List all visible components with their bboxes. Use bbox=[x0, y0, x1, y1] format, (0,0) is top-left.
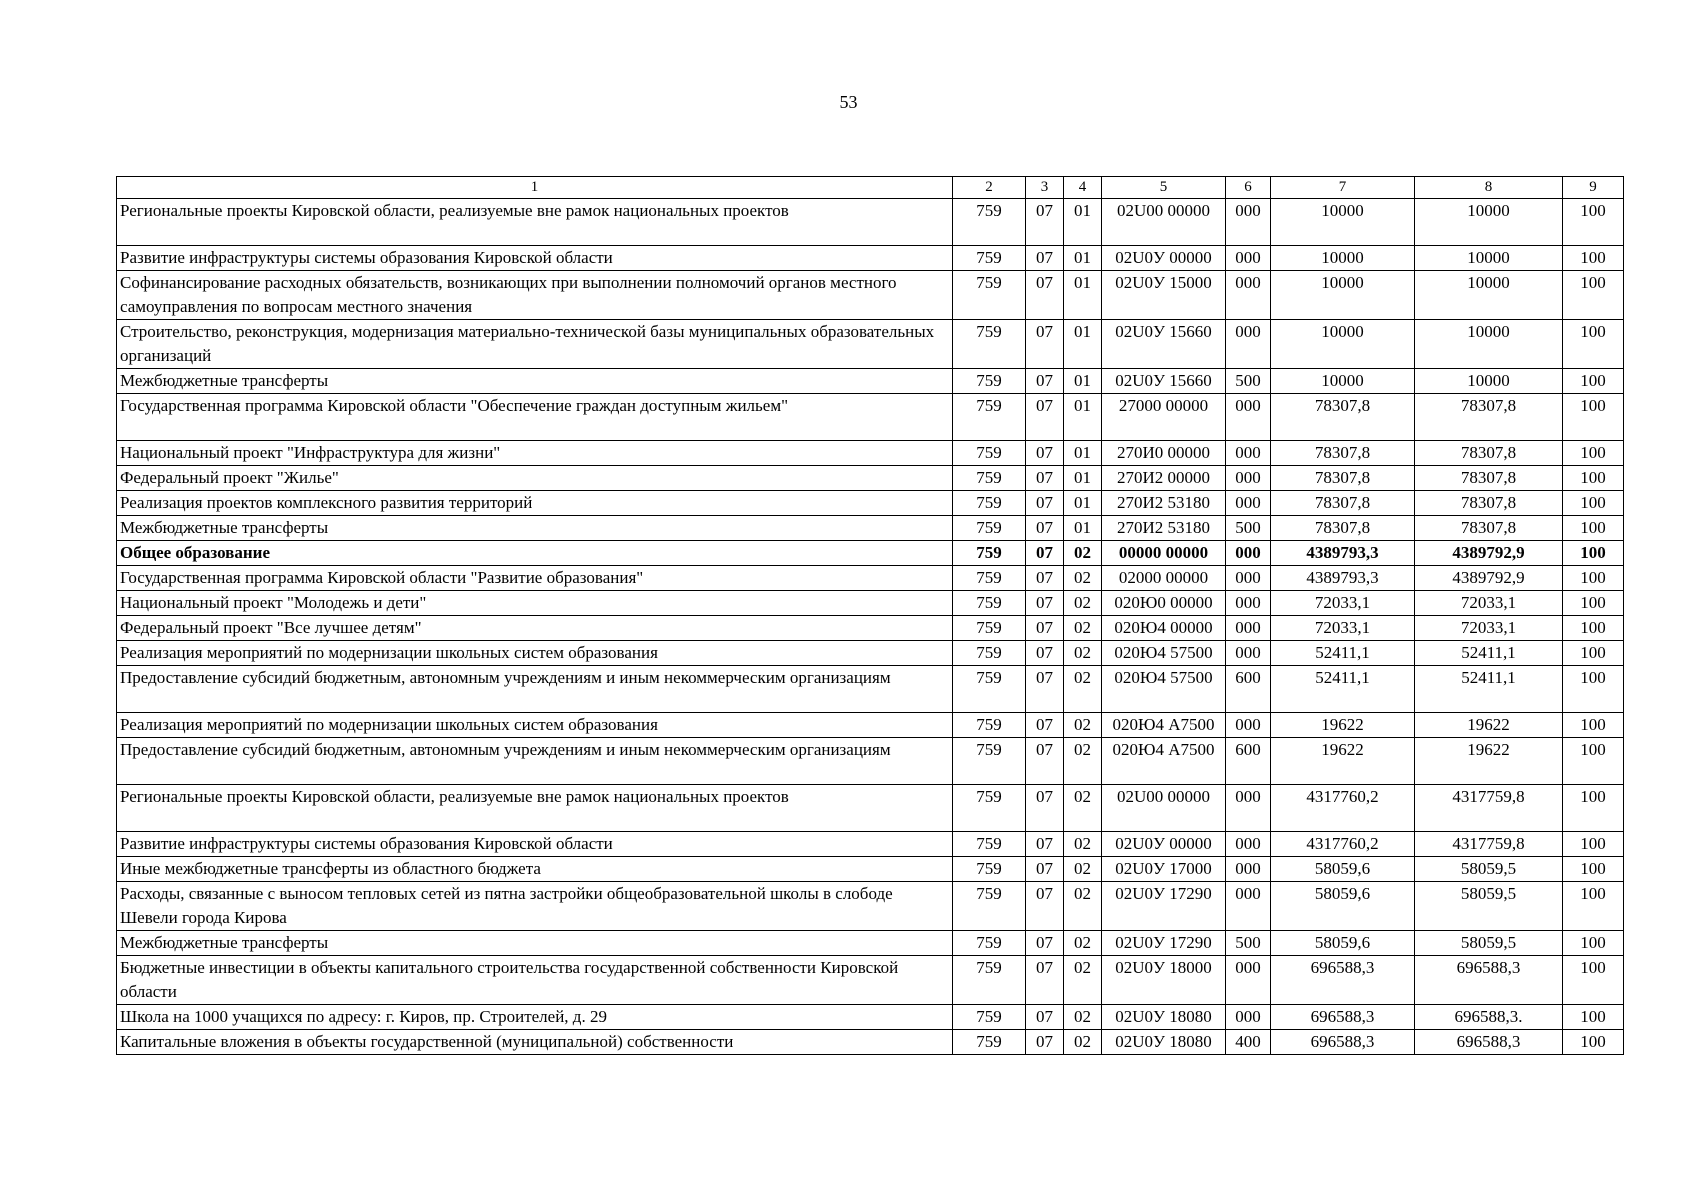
amount-executed-cell: 4317759,8 bbox=[1415, 785, 1563, 832]
amount-executed-cell: 58059,5 bbox=[1415, 931, 1563, 956]
amount-planned-cell: 72033,1 bbox=[1271, 591, 1415, 616]
item-name-cell: Реализация мероприятий по модернизации школьных систем образования bbox=[117, 641, 953, 666]
amount-planned-cell: 52411,1 bbox=[1271, 666, 1415, 713]
code-target-cell: 270И2 53180 bbox=[1102, 491, 1226, 516]
table-row bbox=[117, 616, 1624, 641]
table-row bbox=[117, 1030, 1624, 1055]
budget-table bbox=[116, 176, 1624, 1055]
amount-planned-cell: 19622 bbox=[1271, 713, 1415, 738]
item-name-cell: Межбюджетные трансферты bbox=[117, 369, 953, 394]
table-row bbox=[117, 246, 1624, 271]
code-target-cell: 00000 00000 bbox=[1102, 541, 1226, 566]
item-name-cell: Общее образование bbox=[117, 541, 953, 566]
column-header: 9 bbox=[1563, 177, 1624, 199]
table-row bbox=[117, 541, 1624, 566]
item-name-cell: Региональные проекты Кировской области, реализуемые вне рамок национальных проектов bbox=[117, 199, 953, 246]
percent-executed-cell: 100 bbox=[1563, 466, 1624, 491]
amount-executed-cell: 10000 bbox=[1415, 199, 1563, 246]
amount-planned-cell: 696588,3 bbox=[1271, 956, 1415, 1005]
code-expense-type-cell: 000 bbox=[1226, 785, 1271, 832]
table-row bbox=[117, 666, 1624, 713]
amount-executed-cell: 696588,3 bbox=[1415, 956, 1563, 1005]
code-ministry-cell: 759 bbox=[953, 271, 1026, 320]
code-section-cell: 07 bbox=[1026, 541, 1064, 566]
item-name-cell: Предоставление субсидий бюджетным, автономным учреждениям и иным некоммерческим организациям bbox=[117, 666, 953, 713]
code-subsection-cell: 02 bbox=[1064, 1030, 1102, 1055]
amount-planned-cell: 4389793,3 bbox=[1271, 566, 1415, 591]
code-section-cell: 07 bbox=[1026, 785, 1064, 832]
code-target-cell: 02U0У 15660 bbox=[1102, 320, 1226, 369]
table-row bbox=[117, 466, 1624, 491]
code-target-cell: 020Ю0 00000 bbox=[1102, 591, 1226, 616]
code-subsection-cell: 01 bbox=[1064, 199, 1102, 246]
table-row bbox=[117, 832, 1624, 857]
column-header: 2 bbox=[953, 177, 1026, 199]
column-header: 6 bbox=[1226, 177, 1271, 199]
amount-planned-cell: 696588,3 bbox=[1271, 1030, 1415, 1055]
percent-executed-cell: 100 bbox=[1563, 246, 1624, 271]
code-ministry-cell: 759 bbox=[953, 369, 1026, 394]
code-ministry-cell: 759 bbox=[953, 857, 1026, 882]
code-section-cell: 07 bbox=[1026, 466, 1064, 491]
table-row bbox=[117, 320, 1624, 369]
code-subsection-cell: 02 bbox=[1064, 832, 1102, 857]
code-expense-type-cell: 600 bbox=[1226, 666, 1271, 713]
code-subsection-cell: 01 bbox=[1064, 516, 1102, 541]
code-expense-type-cell: 000 bbox=[1226, 271, 1271, 320]
code-target-cell: 020Ю4 А7500 bbox=[1102, 738, 1226, 785]
code-expense-type-cell: 000 bbox=[1226, 466, 1271, 491]
amount-planned-cell: 78307,8 bbox=[1271, 466, 1415, 491]
percent-executed-cell: 100 bbox=[1563, 591, 1624, 616]
percent-executed-cell: 100 bbox=[1563, 616, 1624, 641]
code-ministry-cell: 759 bbox=[953, 441, 1026, 466]
code-section-cell: 07 bbox=[1026, 491, 1064, 516]
code-ministry-cell: 759 bbox=[953, 882, 1026, 931]
code-section-cell: 07 bbox=[1026, 591, 1064, 616]
amount-planned-cell: 4317760,2 bbox=[1271, 785, 1415, 832]
code-target-cell: 02U0У 18080 bbox=[1102, 1030, 1226, 1055]
code-ministry-cell: 759 bbox=[953, 541, 1026, 566]
page-number: 53 bbox=[839, 92, 858, 112]
table-row bbox=[117, 738, 1624, 785]
item-name-cell: Реализация проектов комплексного развития территорий bbox=[117, 491, 953, 516]
item-name-cell: Государственная программа Кировской области "Развитие образования" bbox=[117, 566, 953, 591]
code-section-cell: 07 bbox=[1026, 199, 1064, 246]
amount-planned-cell: 58059,6 bbox=[1271, 931, 1415, 956]
item-name-cell: Расходы, связанные с выносом тепловых сетей из пятна застройки общеобразовательной школы в слободе Шевели города Кирова bbox=[117, 882, 953, 931]
percent-executed-cell: 100 bbox=[1563, 369, 1624, 394]
code-section-cell: 07 bbox=[1026, 882, 1064, 931]
percent-executed-cell: 100 bbox=[1563, 641, 1624, 666]
code-section-cell: 07 bbox=[1026, 666, 1064, 713]
code-section-cell: 07 bbox=[1026, 1005, 1064, 1030]
percent-executed-cell: 100 bbox=[1563, 394, 1624, 441]
percent-executed-cell: 100 bbox=[1563, 666, 1624, 713]
code-target-cell: 02000 00000 bbox=[1102, 566, 1226, 591]
code-ministry-cell: 759 bbox=[953, 713, 1026, 738]
code-target-cell: 270И2 53180 bbox=[1102, 516, 1226, 541]
code-section-cell: 07 bbox=[1026, 441, 1064, 466]
amount-planned-cell: 19622 bbox=[1271, 738, 1415, 785]
amount-planned-cell: 10000 bbox=[1271, 320, 1415, 369]
code-subsection-cell: 01 bbox=[1064, 320, 1102, 369]
code-section-cell: 07 bbox=[1026, 857, 1064, 882]
code-target-cell: 270И2 00000 bbox=[1102, 466, 1226, 491]
code-ministry-cell: 759 bbox=[953, 956, 1026, 1005]
code-expense-type-cell: 000 bbox=[1226, 641, 1271, 666]
code-expense-type-cell: 000 bbox=[1226, 541, 1271, 566]
code-subsection-cell: 01 bbox=[1064, 369, 1102, 394]
percent-executed-cell: 100 bbox=[1563, 882, 1624, 931]
code-subsection-cell: 02 bbox=[1064, 713, 1102, 738]
table-row bbox=[117, 491, 1624, 516]
table-row bbox=[117, 591, 1624, 616]
code-section-cell: 07 bbox=[1026, 1030, 1064, 1055]
code-target-cell: 020Ю4 57500 bbox=[1102, 666, 1226, 713]
code-ministry-cell: 759 bbox=[953, 785, 1026, 832]
table-row bbox=[117, 956, 1624, 1005]
amount-executed-cell: 78307,8 bbox=[1415, 394, 1563, 441]
amount-planned-cell: 78307,8 bbox=[1271, 516, 1415, 541]
code-target-cell: 020Ю4 57500 bbox=[1102, 641, 1226, 666]
item-name-cell: Строительство, реконструкция, модернизация материально-технической базы муниципальных образовательных организаций bbox=[117, 320, 953, 369]
code-target-cell: 020Ю4 00000 bbox=[1102, 616, 1226, 641]
code-section-cell: 07 bbox=[1026, 566, 1064, 591]
amount-executed-cell: 19622 bbox=[1415, 713, 1563, 738]
code-subsection-cell: 02 bbox=[1064, 666, 1102, 713]
code-expense-type-cell: 000 bbox=[1226, 616, 1271, 641]
code-expense-type-cell: 000 bbox=[1226, 199, 1271, 246]
table-row bbox=[117, 641, 1624, 666]
code-section-cell: 07 bbox=[1026, 832, 1064, 857]
amount-executed-cell: 52411,1 bbox=[1415, 641, 1563, 666]
item-name-cell: Иные межбюджетные трансферты из областного бюджета bbox=[117, 857, 953, 882]
code-section-cell: 07 bbox=[1026, 616, 1064, 641]
item-name-cell: Государственная программа Кировской области "Обеспечение граждан доступным жильем" bbox=[117, 394, 953, 441]
table-body bbox=[117, 199, 1624, 1055]
code-expense-type-cell: 500 bbox=[1226, 516, 1271, 541]
code-section-cell: 07 bbox=[1026, 713, 1064, 738]
table-row bbox=[117, 882, 1624, 931]
item-name-cell: Региональные проекты Кировской области, реализуемые вне рамок национальных проектов bbox=[117, 785, 953, 832]
amount-planned-cell: 10000 bbox=[1271, 246, 1415, 271]
amount-executed-cell: 10000 bbox=[1415, 369, 1563, 394]
code-ministry-cell: 759 bbox=[953, 491, 1026, 516]
code-section-cell: 07 bbox=[1026, 738, 1064, 785]
code-expense-type-cell: 000 bbox=[1226, 857, 1271, 882]
code-ministry-cell: 759 bbox=[953, 641, 1026, 666]
code-section-cell: 07 bbox=[1026, 516, 1064, 541]
percent-executed-cell: 100 bbox=[1563, 956, 1624, 1005]
amount-executed-cell: 72033,1 bbox=[1415, 591, 1563, 616]
percent-executed-cell: 100 bbox=[1563, 441, 1624, 466]
percent-executed-cell: 100 bbox=[1563, 516, 1624, 541]
table-row bbox=[117, 441, 1624, 466]
amount-planned-cell: 78307,8 bbox=[1271, 441, 1415, 466]
item-name-cell: Капитальные вложения в объекты государственной (муниципальной) собственности bbox=[117, 1030, 953, 1055]
amount-executed-cell: 4389792,9 bbox=[1415, 541, 1563, 566]
table-row bbox=[117, 369, 1624, 394]
code-target-cell: 02U00 00000 bbox=[1102, 199, 1226, 246]
table-row bbox=[117, 931, 1624, 956]
code-section-cell: 07 bbox=[1026, 246, 1064, 271]
code-expense-type-cell: 400 bbox=[1226, 1030, 1271, 1055]
amount-planned-cell: 4317760,2 bbox=[1271, 832, 1415, 857]
table-row bbox=[117, 516, 1624, 541]
amount-planned-cell: 696588,3 bbox=[1271, 1005, 1415, 1030]
item-name-cell: Межбюджетные трансферты bbox=[117, 931, 953, 956]
item-name-cell: Межбюджетные трансферты bbox=[117, 516, 953, 541]
percent-executed-cell: 100 bbox=[1563, 785, 1624, 832]
code-section-cell: 07 bbox=[1026, 931, 1064, 956]
amount-planned-cell: 4389793,3 bbox=[1271, 541, 1415, 566]
code-ministry-cell: 759 bbox=[953, 1030, 1026, 1055]
amount-planned-cell: 58059,6 bbox=[1271, 857, 1415, 882]
percent-executed-cell: 100 bbox=[1563, 832, 1624, 857]
item-name-cell: Предоставление субсидий бюджетным, автономным учреждениям и иным некоммерческим организациям bbox=[117, 738, 953, 785]
code-ministry-cell: 759 bbox=[953, 1005, 1026, 1030]
table-row bbox=[117, 713, 1624, 738]
table-row bbox=[117, 785, 1624, 832]
code-expense-type-cell: 000 bbox=[1226, 832, 1271, 857]
code-subsection-cell: 02 bbox=[1064, 882, 1102, 931]
code-expense-type-cell: 600 bbox=[1226, 738, 1271, 785]
amount-planned-cell: 10000 bbox=[1271, 199, 1415, 246]
amount-executed-cell: 78307,8 bbox=[1415, 516, 1563, 541]
code-ministry-cell: 759 bbox=[953, 394, 1026, 441]
item-name-cell: Национальный проект "Молодежь и дети" bbox=[117, 591, 953, 616]
code-expense-type-cell: 000 bbox=[1226, 713, 1271, 738]
amount-executed-cell: 4317759,8 bbox=[1415, 832, 1563, 857]
code-ministry-cell: 759 bbox=[953, 832, 1026, 857]
code-target-cell: 02U00 00000 bbox=[1102, 785, 1226, 832]
amount-executed-cell: 696588,3. bbox=[1415, 1005, 1563, 1030]
code-expense-type-cell: 000 bbox=[1226, 246, 1271, 271]
item-name-cell: Реализация мероприятий по модернизации школьных систем образования bbox=[117, 713, 953, 738]
code-ministry-cell: 759 bbox=[953, 466, 1026, 491]
percent-executed-cell: 100 bbox=[1563, 491, 1624, 516]
percent-executed-cell: 100 bbox=[1563, 541, 1624, 566]
amount-executed-cell: 19622 bbox=[1415, 738, 1563, 785]
item-name-cell: Развитие инфраструктуры системы образования Кировской области bbox=[117, 832, 953, 857]
code-ministry-cell: 759 bbox=[953, 566, 1026, 591]
column-header: 1 bbox=[117, 177, 953, 199]
item-name-cell: Федеральный проект "Жилье" bbox=[117, 466, 953, 491]
code-subsection-cell: 02 bbox=[1064, 738, 1102, 785]
item-name-cell: Школа на 1000 учащихся по адресу: г. Киров, пр. Строителей, д. 29 bbox=[117, 1005, 953, 1030]
code-expense-type-cell: 000 bbox=[1226, 491, 1271, 516]
code-expense-type-cell: 000 bbox=[1226, 591, 1271, 616]
code-subsection-cell: 01 bbox=[1064, 466, 1102, 491]
percent-executed-cell: 100 bbox=[1563, 931, 1624, 956]
code-target-cell: 02U0У 17290 bbox=[1102, 931, 1226, 956]
code-subsection-cell: 02 bbox=[1064, 641, 1102, 666]
code-target-cell: 02U0У 00000 bbox=[1102, 832, 1226, 857]
amount-executed-cell: 10000 bbox=[1415, 271, 1563, 320]
amount-planned-cell: 78307,8 bbox=[1271, 394, 1415, 441]
percent-executed-cell: 100 bbox=[1563, 566, 1624, 591]
code-target-cell: 02U0У 15660 bbox=[1102, 369, 1226, 394]
percent-executed-cell: 100 bbox=[1563, 1030, 1624, 1055]
code-subsection-cell: 01 bbox=[1064, 441, 1102, 466]
code-subsection-cell: 01 bbox=[1064, 491, 1102, 516]
code-expense-type-cell: 500 bbox=[1226, 369, 1271, 394]
column-header: 7 bbox=[1271, 177, 1415, 199]
code-subsection-cell: 02 bbox=[1064, 566, 1102, 591]
code-target-cell: 02U0У 17290 bbox=[1102, 882, 1226, 931]
code-subsection-cell: 02 bbox=[1064, 857, 1102, 882]
code-target-cell: 020Ю4 А7500 bbox=[1102, 713, 1226, 738]
code-section-cell: 07 bbox=[1026, 271, 1064, 320]
table-row bbox=[117, 394, 1624, 441]
code-expense-type-cell: 000 bbox=[1226, 882, 1271, 931]
code-section-cell: 07 bbox=[1026, 956, 1064, 1005]
code-expense-type-cell: 000 bbox=[1226, 956, 1271, 1005]
code-target-cell: 02U0У 18080 bbox=[1102, 1005, 1226, 1030]
code-subsection-cell: 02 bbox=[1064, 616, 1102, 641]
code-subsection-cell: 01 bbox=[1064, 271, 1102, 320]
column-header: 3 bbox=[1026, 177, 1064, 199]
code-subsection-cell: 01 bbox=[1064, 246, 1102, 271]
code-expense-type-cell: 000 bbox=[1226, 441, 1271, 466]
amount-executed-cell: 58059,5 bbox=[1415, 857, 1563, 882]
code-subsection-cell: 02 bbox=[1064, 956, 1102, 1005]
amount-planned-cell: 10000 bbox=[1271, 369, 1415, 394]
percent-executed-cell: 100 bbox=[1563, 738, 1624, 785]
item-name-cell: Софинансирование расходных обязательств, возникающих при выполнении полномочий органов местного самоуправления по вопросам местного значения bbox=[117, 271, 953, 320]
table-row bbox=[117, 1005, 1624, 1030]
code-ministry-cell: 759 bbox=[953, 591, 1026, 616]
percent-executed-cell: 100 bbox=[1563, 713, 1624, 738]
item-name-cell: Национальный проект "Инфраструктура для жизни" bbox=[117, 441, 953, 466]
column-header: 8 bbox=[1415, 177, 1563, 199]
code-section-cell: 07 bbox=[1026, 369, 1064, 394]
table-row bbox=[117, 857, 1624, 882]
amount-planned-cell: 78307,8 bbox=[1271, 491, 1415, 516]
code-subsection-cell: 01 bbox=[1064, 394, 1102, 441]
amount-executed-cell: 10000 bbox=[1415, 320, 1563, 369]
code-expense-type-cell: 000 bbox=[1226, 394, 1271, 441]
code-subsection-cell: 02 bbox=[1064, 931, 1102, 956]
percent-executed-cell: 100 bbox=[1563, 199, 1624, 246]
code-section-cell: 07 bbox=[1026, 320, 1064, 369]
code-ministry-cell: 759 bbox=[953, 738, 1026, 785]
percent-executed-cell: 100 bbox=[1563, 320, 1624, 369]
amount-planned-cell: 58059,6 bbox=[1271, 882, 1415, 931]
table-row bbox=[117, 566, 1624, 591]
amount-executed-cell: 58059,5 bbox=[1415, 882, 1563, 931]
amount-executed-cell: 78307,8 bbox=[1415, 466, 1563, 491]
amount-executed-cell: 52411,1 bbox=[1415, 666, 1563, 713]
amount-executed-cell: 10000 bbox=[1415, 246, 1563, 271]
code-ministry-cell: 759 bbox=[953, 516, 1026, 541]
amount-executed-cell: 4389792,9 bbox=[1415, 566, 1563, 591]
table-row bbox=[117, 199, 1624, 246]
amount-planned-cell: 72033,1 bbox=[1271, 616, 1415, 641]
table-row bbox=[117, 271, 1624, 320]
item-name-cell: Федеральный проект "Все лучшее детям" bbox=[117, 616, 953, 641]
amount-executed-cell: 72033,1 bbox=[1415, 616, 1563, 641]
percent-executed-cell: 100 bbox=[1563, 857, 1624, 882]
code-ministry-cell: 759 bbox=[953, 616, 1026, 641]
percent-executed-cell: 100 bbox=[1563, 1005, 1624, 1030]
amount-planned-cell: 10000 bbox=[1271, 271, 1415, 320]
code-target-cell: 02U0У 18000 bbox=[1102, 956, 1226, 1005]
item-name-cell: Развитие инфраструктуры системы образования Кировской области bbox=[117, 246, 953, 271]
amount-planned-cell: 52411,1 bbox=[1271, 641, 1415, 666]
code-ministry-cell: 759 bbox=[953, 246, 1026, 271]
code-subsection-cell: 02 bbox=[1064, 591, 1102, 616]
code-expense-type-cell: 000 bbox=[1226, 320, 1271, 369]
code-subsection-cell: 02 bbox=[1064, 785, 1102, 832]
code-ministry-cell: 759 bbox=[953, 199, 1026, 246]
code-ministry-cell: 759 bbox=[953, 931, 1026, 956]
amount-executed-cell: 78307,8 bbox=[1415, 441, 1563, 466]
code-ministry-cell: 759 bbox=[953, 320, 1026, 369]
item-name-cell: Бюджетные инвестиции в объекты капитального строительства государственной собственности Кировской области bbox=[117, 956, 953, 1005]
code-section-cell: 07 bbox=[1026, 641, 1064, 666]
code-expense-type-cell: 000 bbox=[1226, 566, 1271, 591]
percent-executed-cell: 100 bbox=[1563, 271, 1624, 320]
header-row bbox=[117, 177, 1624, 199]
code-section-cell: 07 bbox=[1026, 394, 1064, 441]
column-header: 4 bbox=[1064, 177, 1102, 199]
code-subsection-cell: 02 bbox=[1064, 541, 1102, 566]
code-expense-type-cell: 000 bbox=[1226, 1005, 1271, 1030]
code-target-cell: 02U0У 17000 bbox=[1102, 857, 1226, 882]
code-ministry-cell: 759 bbox=[953, 666, 1026, 713]
code-target-cell: 02U0У 15000 bbox=[1102, 271, 1226, 320]
amount-executed-cell: 78307,8 bbox=[1415, 491, 1563, 516]
code-expense-type-cell: 500 bbox=[1226, 931, 1271, 956]
code-target-cell: 27000 00000 bbox=[1102, 394, 1226, 441]
code-subsection-cell: 02 bbox=[1064, 1005, 1102, 1030]
amount-executed-cell: 696588,3 bbox=[1415, 1030, 1563, 1055]
code-target-cell: 270И0 00000 bbox=[1102, 441, 1226, 466]
code-target-cell: 02U0У 00000 bbox=[1102, 246, 1226, 271]
column-header: 5 bbox=[1102, 177, 1226, 199]
